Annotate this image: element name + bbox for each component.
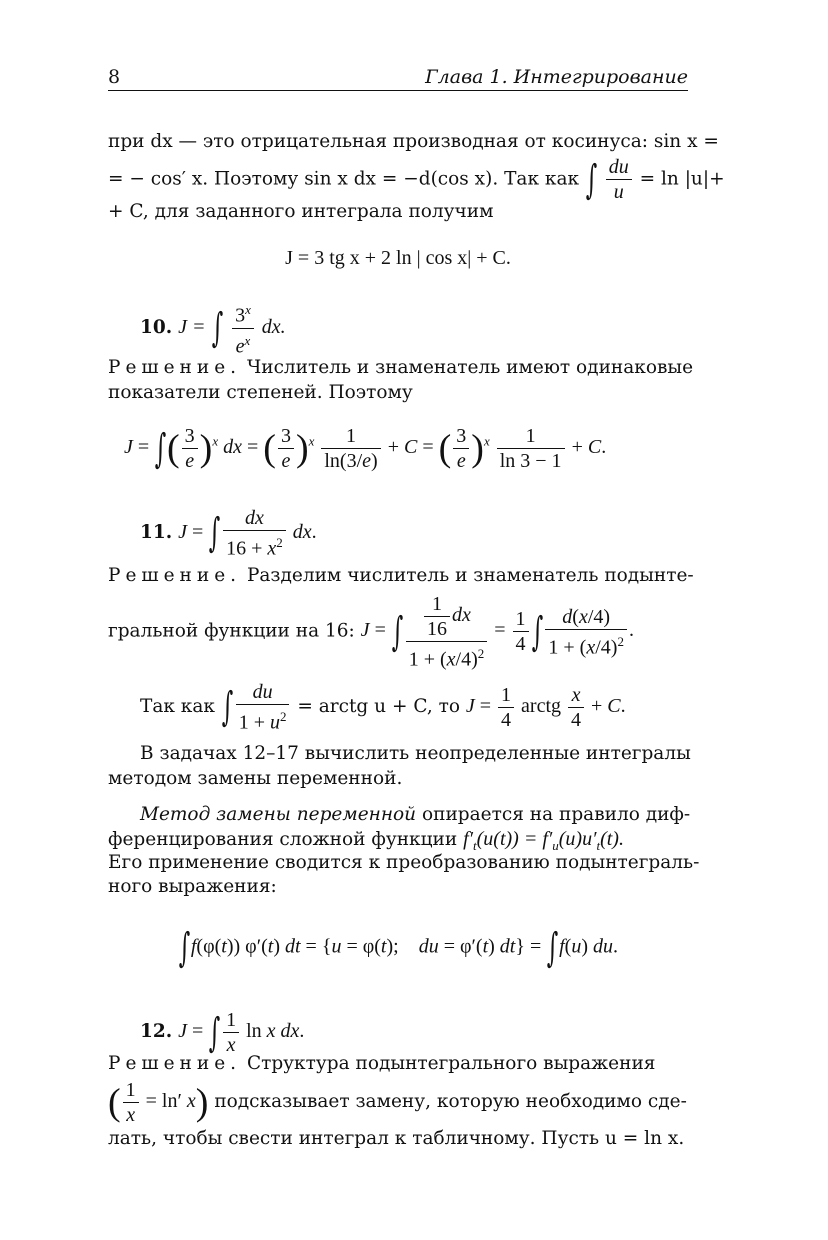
solution-10-text: Числитель и знаменатель имеют одинаковые [246, 357, 694, 378]
page [108, 0, 725, 1240]
text-line-2b: = ln |u|+ [639, 168, 725, 190]
problem-11-label: 11. [140, 521, 173, 543]
task-12-17-line-1: В задачах 12–17 вычислить неопределенные интегралы [140, 743, 691, 764]
method-line-2: ференцирования сложной функции $f'_t(u(t)) = f'_u(u)u'_t(t)$. [108, 828, 624, 853]
problem-12-label: 12. [140, 1021, 173, 1043]
solution-12-text: Структура подынтегрального выражения [246, 1053, 656, 1074]
method-rest: опирается на правило диф- [421, 804, 691, 825]
problem-10-j: J = [178, 316, 206, 339]
running-header [108, 64, 688, 91]
fraction-3x-ex: $\frac{3^x}{e^x}$ [232, 298, 254, 358]
solution-11-text-2: гральной функции на 16: [108, 620, 355, 642]
substitution-formula: ∫f(φ(t)) φ′(t) dt = {u = φ(t); du = φ′(t) dt} = ∫f(u) du. [178, 925, 618, 971]
integral-sign: ∫ [585, 156, 598, 203]
text-line-3: + C, для заданного интеграла получим [108, 201, 494, 222]
solution-11-text: Разделим числитель и знаменатель подынте- [246, 565, 694, 586]
text-line-2 [108, 155, 725, 205]
equation-10: J = ∫( $\frac{3}{e}$ )$^x$ dx = ( $\frac{3}{e}$ )$^x$ $\frac{1}{\ln(3/e)}$ + C = ( $\frac{3}{e}$ )$^x$ $\frac{1}{\ln 3 - 1}$ + C. [124, 425, 607, 472]
tak-mid-text: = arctg u + C, то [297, 695, 460, 717]
problem-10 [140, 298, 720, 358]
method-line-1 [140, 803, 720, 827]
solution-10-line-1 [108, 356, 694, 380]
method-line-4: ного выражения: [108, 876, 277, 897]
solution-12-line-3: лать, чтобы свести интеграл к табличному. Пусть u = ln x. [108, 1128, 685, 1149]
problem-10-end: dx. [261, 316, 286, 339]
solution-10-line-2: показатели степеней. Поэтому [108, 382, 413, 403]
solution-word: Решение. [108, 1053, 242, 1074]
method-title: Метод замены переменной [140, 804, 417, 825]
solution-12-line-1 [108, 1052, 688, 1076]
method-text-2: ференцирования сложной функции [108, 829, 458, 850]
integral-sign: ∫ [212, 305, 224, 352]
fraction-du-u: $\frac{du}{u}$ [606, 155, 632, 204]
solution-11-line-1 [108, 564, 694, 588]
solution-11-line-2: гральной функции на 16: J = ∫ $\frac{1}{16}$ dx $1 + (x/4)^2$ = $\frac{1}{4}$ ∫ $\frac{d(x/4)}{1 + (x/4)^2}$ . [108, 593, 634, 671]
solution-11-result: Так как ∫ $\frac{du}{1 + u^2}$ = arctg u + C, то J = $\frac{1}{4}$ arctg $\frac{x}{4}$ + C. [140, 681, 626, 734]
problem-12: 12. J = ∫ $\frac{1}{x}$ ln x dx. [140, 1009, 305, 1056]
solution-word: Решение. [108, 565, 242, 586]
problem-11: 11. J = ∫ $\frac{dx}{16 + x^2}$ dx. [140, 507, 317, 560]
solution-12-text-2: подсказывает замену, которую необходимо сде- [214, 1091, 687, 1113]
equation-1: J = 3 tg x + 2 ln | cos x| + C. [285, 247, 511, 269]
task-12-17-line-2: методом замены переменной. [108, 768, 403, 789]
problem-10-label: 10. [140, 317, 173, 339]
page-number: 8 [108, 66, 121, 88]
tak-kak-text: Так как [140, 695, 215, 717]
text-line-2a: = − cos′ x. Поэтому sin x dx = −d(cos x). Так как [108, 168, 580, 190]
method-line-3: Его применение сводится к преобразованию подынтеграль- [108, 852, 700, 873]
solution-word: Решение. [108, 357, 242, 378]
text-line-1: при dx — это отрицательная производная от косинуса: sin x = [108, 131, 719, 152]
solution-12-line-2: ( $\frac{1}{x}$ = ln′ x) подсказывает замену, которую необходимо сде- [108, 1079, 687, 1126]
chapter-title: Глава 1. Интегрирование [425, 66, 688, 88]
